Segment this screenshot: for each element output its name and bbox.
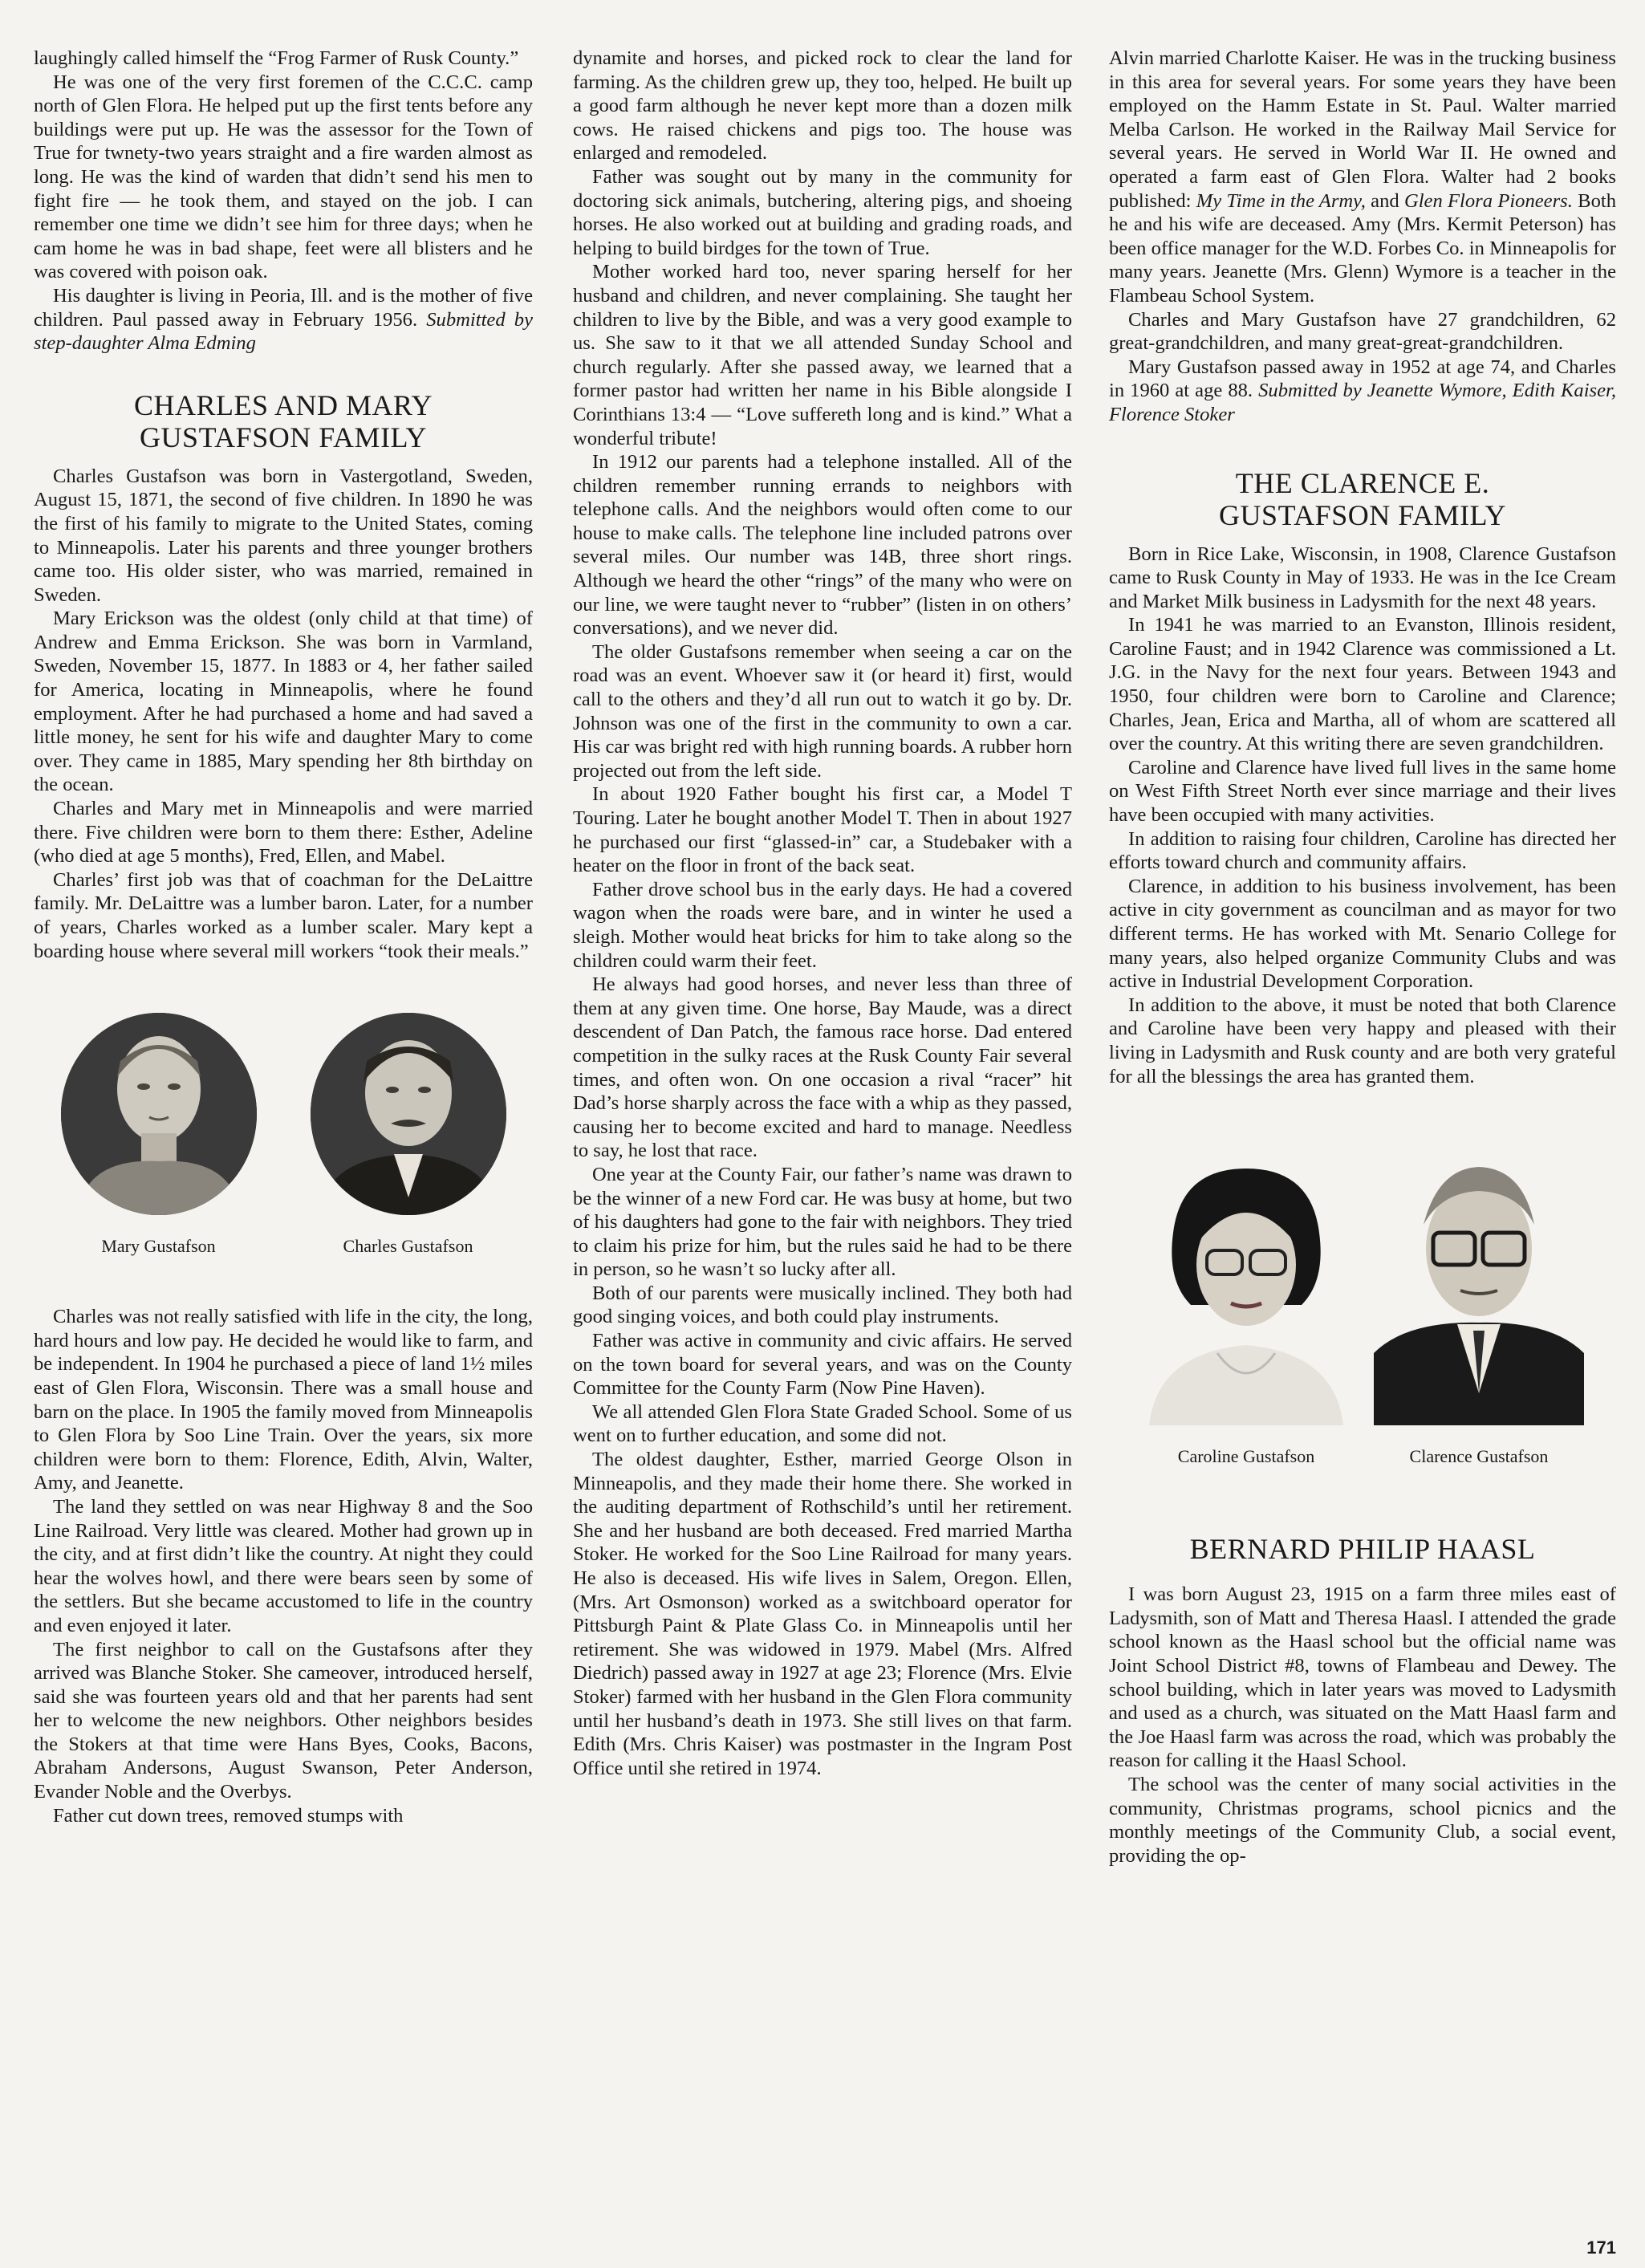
section-title bbox=[1109, 467, 1616, 531]
column-1 bbox=[34, 47, 533, 1827]
photo-row bbox=[34, 1013, 533, 1257]
paragraph: In addition to the above, it must be noted that both Clarence and Caroline have been very happy and pleased with their living in Ladysmith and Rusk county and are both very grateful for all the blessings the area has granted them. bbox=[1109, 994, 1616, 1087]
photo-row bbox=[1109, 1152, 1616, 1467]
column-2 bbox=[573, 47, 1072, 1780]
paragraph: In addition to raising four children, Caroline has directed her efforts toward church and community affairs. bbox=[1109, 827, 1616, 874]
paragraph: Caroline and Clarence have lived full lives in the same home on West Fifth Street North ever since marriage and their lives have been occupied with many activities. bbox=[1109, 756, 1616, 827]
title-line: THE CLARENCE E. bbox=[1235, 466, 1490, 499]
paragraph: The land they settled on was near Highway 8 and the Soo Line Railroad. Very little was cleared. Mother had grown up in the city, and at first didn’t like the country. At night they could hear the wolves howl, and there were bears seen by some of the settlers. But she became accustomed to life in the country and even enjoyed it later. bbox=[34, 1495, 533, 1636]
book-title: Glen Flora Pioneers. bbox=[1403, 189, 1573, 212]
paragraph: I was born August 23, 1915 on a farm three miles east of Ladysmith, son of Matt and Theresa Haasl. I attended the grade school known as the Haasl school but the official name was Joint School District #8, towns of Flambeau and Dewey. The school building, which in later years was moved to Ladysmith and used as a church, was situated on the Matt Haasl farm and the Joe Haasl farm was across the road, which was probably the reason for calling it the Haasl School. bbox=[1109, 1583, 1616, 1772]
book-title: My Time in the Army, bbox=[1196, 189, 1366, 212]
paragraph: Clarence, in addition to his business involvement, has been active in city government as councilman and as mayor for two different terms. He has worked with Mt. Senario College for many years, also helped organize Community Clubs and was active in Industrial Development Corporation. bbox=[1109, 875, 1616, 993]
portrait-image bbox=[1374, 1152, 1584, 1425]
paragraph: Father was sought out by many in the community for doctoring sick animals, butchering, altering pigs, and shoeing horses. He also worked out at building and grading roads, and helping to build birdges for the town of True. bbox=[573, 165, 1072, 259]
paragraph-text: Both he and his wife are deceased. Amy (Mrs. Kermit Peterson) has been office manager for the W.D. Forbes Co. in Minneapolis for many years. Jeanette (Mrs. Glenn) Wymore is a teacher in the Flambeau School System. bbox=[1109, 189, 1617, 307]
paragraph: Charles’ first job was that of coachman for the DeLaittre family. Mr. DeLaittre was a lumber baron. Later, for a number of years, Charles worked as a lumber scaler. Mary kept a boarding house where several mill workers “took their meals.” bbox=[34, 868, 533, 962]
paragraph: dynamite and horses, and picked rock to clear the land for farming. As the children grew up, they too, helped. He built up a good farm although he never kept more than a dozen milk cows. He raised chickens and pigs too. The house was enlarged and remodeled. bbox=[573, 47, 1072, 165]
title-line: GUSTAFSON FAMILY bbox=[140, 421, 427, 453]
photo-charles-gustafson bbox=[311, 1013, 506, 1257]
paragraph bbox=[34, 284, 533, 356]
section-title: BERNARD PHILIP HAASL bbox=[1189, 1533, 1536, 1566]
photo-clarence-gustafson bbox=[1374, 1152, 1584, 1467]
paragraph: Charles and Mary met in Minneapolis and were married there. Five children were born to them there: Esther, Adeline (who died at age 5 months), Fred, Ellen, and Mabel. bbox=[34, 798, 533, 868]
portrait-image bbox=[311, 1013, 506, 1215]
paragraph: Charles Gustafson was born in Vastergotland, Sweden, August 15, 1871, the second of five children. In 1890 he was the first of his family to migrate to the United States, coming to Minneapolis. Later his parents and three younger brothers came too. His older sister, who was married, remained in Sweden. bbox=[34, 465, 533, 606]
photo-caroline-gustafson bbox=[1141, 1152, 1351, 1467]
paragraph: The older Gustafsons remember when seeing a car on the road was an event. Whoever saw it (or heard it) first, would call to the others and they’d all run out to watch it go by. Dr. Johnson was one of the first in the community to own a car. His car was bright red with high running boards. A rubber horn projected out from the left side. bbox=[573, 640, 1072, 782]
paragraph: In 1941 he was married to an Evanston, Illinois resident, Caroline Faust; and in 1942 Clarence was commissioned a Lt. J.G. in the Navy for the next four years. Between 1943 and 1950, four children were born to Caroline and Clarence; Charles, Jean, Erica and Martha, all of whom are scattered all over the country. At this writing there are seven grandchildren. bbox=[1109, 614, 1616, 755]
paragraph: Father cut down trees, removed stumps with bbox=[53, 1804, 404, 1827]
page-number: 171 bbox=[1586, 2238, 1616, 2258]
paragraph: Mother worked hard too, never sparing herself for her husband and children, and never complaining. She taught her children to live by the Bible, and was a very good example to us. She saw to it that we all attended Sunday School and church regularly. After she passed away, we learned that a former pastor had written her name in his Bible alongside I Corinthians 13:4 — “Love suffereth long and is kind.” What a wonderful tribute! bbox=[573, 261, 1072, 449]
paragraph: Mary Erickson was the oldest (only child at that time) of Andrew and Emma Erickson. She was born in Varmland, Sweden, November 15, 1877. In 1883 or 4, her father sailed for America, locating in Minneapolis, where he found employment. After he had purchased a home and had saved a little money, he sent for his wife and daughter Mary to come over. They came in 1885, Mary spending her 8th birthday on the ocean. bbox=[34, 608, 533, 796]
paragraph: The school was the center of many social activities in the community, Christmas programs, school picnics and the monthly meetings of the Community Club, a social event, providing the op- bbox=[1109, 1773, 1616, 1867]
paragraph-text: His daughter is living in Peoria, Ill. and is the mother of five children. Paul passed away in February 1956. bbox=[34, 284, 533, 331]
paragraph-text: Alvin married Charlotte Kaiser. He was in the trucking business in this area for several years. For some years they have been employed on the Hamm Estate in St. Paul. Walter married Melba Carlson. He worked in the Railway Mail Service for several years. He served in World War II. He owned and operated a farm east of Glen Flora. Walter had 2 books published: bbox=[1109, 47, 1616, 212]
photo-caption: Mary Gustafson bbox=[101, 1236, 216, 1257]
photo-caption: Charles Gustafson bbox=[343, 1236, 473, 1257]
paragraph: laughingly called himself the “Frog Farmer of Rusk County.” bbox=[34, 47, 519, 69]
paragraph: In 1912 our parents had a telephone installed. All of the children remember running errands to neighbors with telephone calls. And the neighbors would often come to our house to make calls. The telephone line included patrons over several miles. Our number was 14B, three short rings. Although we heard the other “rings” of the many who were on our line, we were taught never to “rubber” (listen in on others’ conversations), and we never did. bbox=[573, 451, 1072, 640]
portrait-image bbox=[1141, 1152, 1351, 1425]
paragraph-text: Mary Gustafson passed away in 1952 at age 74, and Charles in 1960 at age 88. bbox=[1109, 356, 1616, 402]
paragraph bbox=[1109, 356, 1616, 427]
paragraph: He was one of the very first foremen of the C.C.C. camp north of Glen Flora. He helped put up the first tents before any buildings were put up. He was the assessor for the Town of True for twnety-two years straight and a fire warden almost as long. He was the kind of warden that didn’t send his men to fight fire — he took them, and stayed on the job. I can remember one time we didn’t see him for three days; when he cam home he was in bad shape, feet were all blisters and he was covered with poison oak. bbox=[34, 71, 533, 283]
paragraph: Father drove school bus in the early days. He had a covered wagon when the roads were bare, and in winter he used a sleigh. Mother would heat bricks for him to take along so the children could warm their feet. bbox=[573, 878, 1072, 972]
paragraph: The first neighbor to call on the Gustafsons after they arrived was Blanche Stoker. She cameover, introduced herself, said she was fourteen years old and that her parents had sent her to welcome the new neighbors. Other neighbors besides the Stokers at that time were Hans Byes, Cooks, Bacons, Abraham Andersons, August Swanson, Peter Anderson, Evander Noble and the Overbys. bbox=[34, 1638, 533, 1803]
column-3 bbox=[1109, 47, 1616, 1868]
paragraph-text: and bbox=[1371, 189, 1399, 212]
title-line: GUSTAFSON FAMILY bbox=[1219, 498, 1506, 531]
photo-caption: Caroline Gustafson bbox=[1177, 1446, 1315, 1467]
paragraph: One year at the County Fair, our father’s name was drawn to be the winner of a new Ford car. He was busy at home, but two of his daughters had gone to the fair with neighbors. They tried to claim his prize for him, but the rules said he had to be there in person, so he wasn’t so lucky after all. bbox=[573, 1163, 1072, 1281]
submission-credit: Submitted by step-daughter Alma Edming bbox=[34, 308, 533, 355]
title-line: CHARLES AND MARY bbox=[133, 388, 433, 421]
paragraph: Charles and Mary Gustafson have 27 grandchildren, 62 great-grandchildren, and many great-great-grandchildren. bbox=[1109, 308, 1616, 355]
submission-credit: Submitted by Jeanette Wymore, Edith Kaiser, Florence Stoker bbox=[1109, 380, 1617, 425]
paragraph bbox=[1109, 47, 1616, 308]
photo-mary-gustafson bbox=[61, 1013, 257, 1257]
paragraph: Charles was not really satisfied with life in the city, the long, hard hours and low pay. He decided he would like to farm, and be independent. In 1904 he purchased a piece of land 1½ miles east of Glen Flora, Wisconsin. There was a small house and barn on the place. In 1905 the family moved from Minneapolis to Glen Flora by Soo Line Train. Over the years, six more children were born to them: Florence, Edith, Alvin, Walter, Amy, and Jeanette. bbox=[34, 1306, 533, 1494]
photo-caption: Clarence Gustafson bbox=[1409, 1446, 1549, 1467]
paragraph: The oldest daughter, Esther, married George Olson in Minneapolis, and they made their home there. She worked in the auditing department of Rothschild’s until her retirement. She and her husband are both deceased. Fred married Martha Stoker. He worked for the Soo Line Railroad for many years. He also is deceased. His wife lives in Salem, Oregon. Ellen, (Mrs. Art Osmonson) worked as a switchboard operator for Pittsburgh Paint & Plate Glass Co. in Minneapolis until her retirement. She was widowed in 1979. Mabel (Mrs. Alfred Diedrich) passed away in 1927 at age 23; Florence (Mrs. Elvie Stoker) farmed with her husband in the Glen Flora community until her husband’s death in 1973. She still lives on that farm. Edith (Mrs. Chris Kaiser) was postmaster in the Ingram Post Office until she retired in 1974. bbox=[573, 1449, 1072, 1779]
paragraph: We all attended Glen Flora State Graded School. Some of us went on to further education, and some did not. bbox=[573, 1400, 1072, 1447]
paragraph: Father was active in community and civic affairs. He served on the town board for several years, and was on the County Committee for the County Farm (Now Pine Haven). bbox=[573, 1330, 1072, 1400]
paragraph: He always had good horses, and never less than three of them at any given time. One horse, Bay Maude, was a direct descendent of Dan Patch, the famous race horse. Dad entered competition in the sulky races at the Rusk County Fair several times, and often won. On one occasion a rival “racer” hit Dad’s horse sharply across the face with a whip as they passed, causing her to become excited and hard to manage. Needless to say, he lost that race. bbox=[573, 973, 1072, 1162]
paragraph: In about 1920 Father bought his first car, a Model T Touring. Later he bought another Model T. Then in about 1927 he purchased our first “glassed-in” car, a Studebaker with a heater on the floor in front of the back seat. bbox=[573, 783, 1072, 877]
paragraph: Born in Rice Lake, Wisconsin, in 1908, Clarence Gustafson came to Rusk County in May of 1933. He was in the Ice Cream and Market Milk business in Ladysmith for the next 48 years. bbox=[1109, 543, 1616, 612]
section-title bbox=[34, 389, 533, 453]
portrait-image bbox=[61, 1013, 257, 1215]
paragraph: Both of our parents were musically inclined. They both had good singing voices, and both could play instruments. bbox=[573, 1282, 1072, 1328]
